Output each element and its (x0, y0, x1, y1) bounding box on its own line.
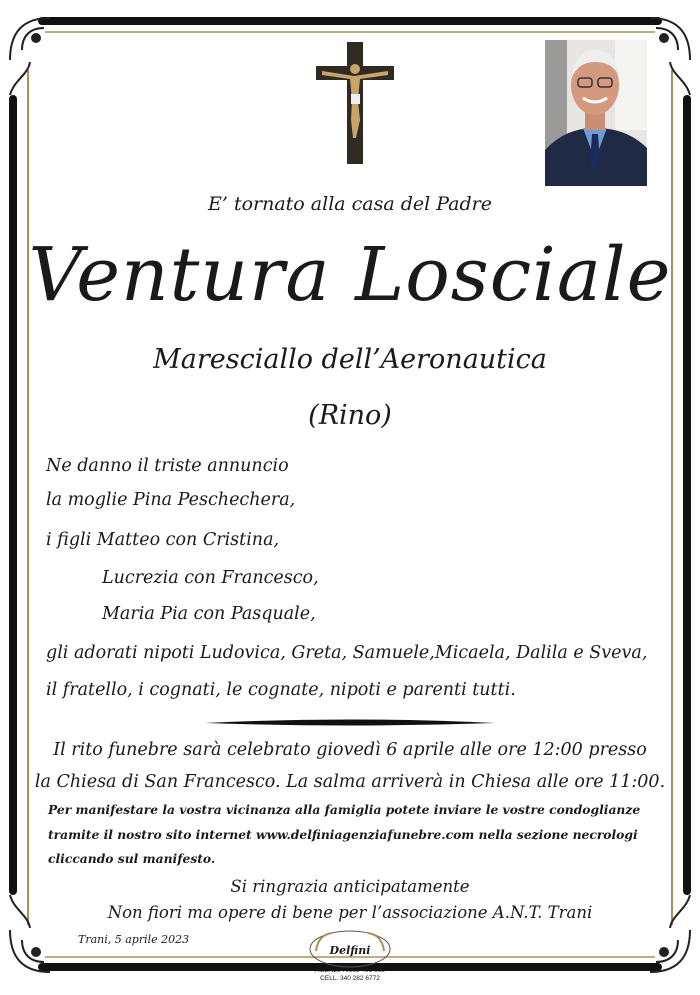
crucifix-icon (316, 42, 394, 164)
family-line: Maria Pia con Pasquale, (102, 604, 316, 624)
corner-ornament-tr (650, 18, 690, 95)
agency-logo (298, 927, 402, 987)
condolences-line: tramite il nostro sito internet www.delfiniagenziafunebre.com nella sezione necrologi (48, 827, 638, 842)
top-border-bar (38, 17, 662, 25)
family-line: i figli Matteo con Cristina, (46, 530, 280, 550)
condolences-line: Per manifestare la vostra vicinanza alla famiglia potete inviare le vostre condoglianze (48, 802, 641, 817)
agency-phone: AGENZIA 0883 481 608 (315, 967, 385, 974)
divider-line (205, 720, 495, 726)
corner-ornament-tl (10, 18, 50, 95)
funeral-line: Il rito funebre sarà celebrato giovedì 6 aprile alle ore 12:00 presso (53, 740, 647, 760)
condolences-line: cliccando sul manifesto. (48, 851, 216, 866)
family-line: il fratello, i cognati, le cognate, nipoti e parenti tutti. (46, 680, 516, 700)
thanks-line: Si ringrazia anticipatamente (230, 877, 470, 896)
notice-date: Trani, 5 aprile 2023 (78, 933, 190, 946)
family-line: Lucrezia con Francesco, (102, 568, 319, 588)
intro-text: E’ tornato alla casa del Padre (208, 193, 492, 215)
agency-mobile: CELL. 340 282 6772 (320, 975, 380, 982)
portrait-photo (545, 40, 647, 186)
agency-name: Delfini (329, 944, 371, 957)
family-line: Ne danno il triste annuncio (46, 456, 289, 476)
family-line: gli adorati nipoti Ludovica, Greta, Samuele,Micaela, Dalila e Sveva, (46, 643, 648, 663)
funeral-line: la Chiesa di San Francesco. La salma arriverà in Chiesa alle ore 11:00. (34, 772, 666, 792)
deceased-nickname: (Rino) (308, 400, 392, 431)
family-line: la moglie Pina Peschechera, (46, 490, 296, 510)
deceased-title: Maresciallo dell’Aeronautica (153, 344, 547, 375)
deceased-name: Ventura Losciale (28, 232, 672, 318)
thanks-line: Non fiori ma opere di bene per l’associazione A.N.T. Trani (107, 903, 593, 922)
